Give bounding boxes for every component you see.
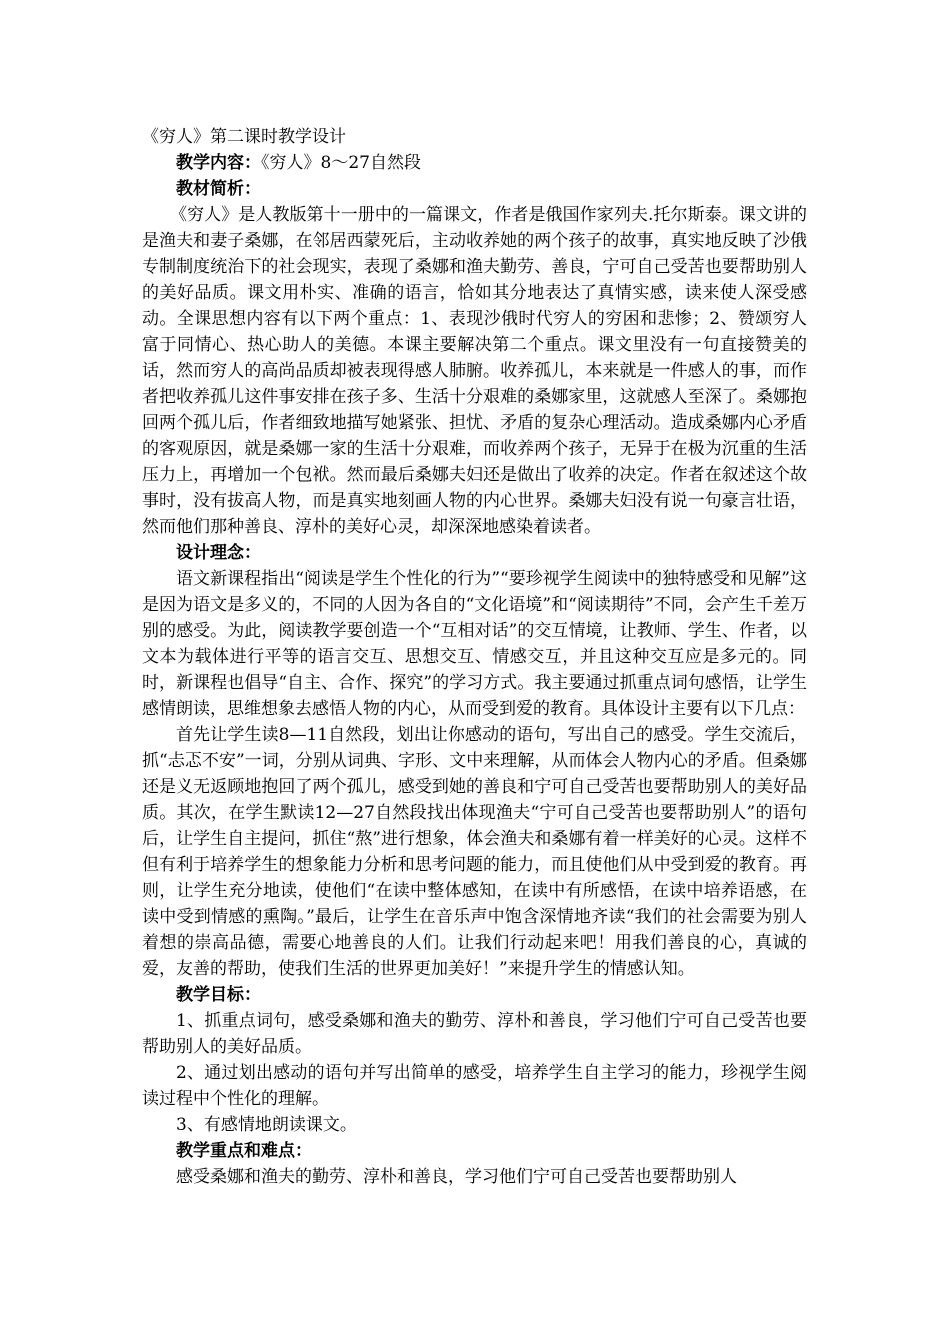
concept-heading: 设计理念： bbox=[176, 543, 261, 563]
keypoints-paragraph: 感受桑娜和渔夫的勤劳、淳朴和善良，学习他们宁可自己受苦也要帮助别人 bbox=[176, 1167, 737, 1187]
document-title: 《穷人》第二课时教学设计 bbox=[142, 127, 346, 147]
goal-item-3: 3、有感情地朗读课文。 bbox=[176, 1115, 357, 1135]
goal-item-1: 1、抓重点词句，感受桑娜和渔夫的勤劳、淳朴和善良，学习他们宁可自己受苦也要帮助别人的美好品质。 bbox=[142, 1011, 807, 1057]
keypoints-heading: 教学重点和难点： bbox=[176, 1141, 312, 1161]
analysis-heading: 教材简析： bbox=[176, 179, 261, 199]
concept-paragraph-1: 语文新课程指出“阅读是学生个性化的行为”“要珍视学生阅读中的独特感受和见解”这是因为语文是多义的，不同的人因为各自的“文化语境”和“阅读期待”不同，会产生千差万别的感受。为此，阅读教学要创造一个“互相对话”的交互情境，让教师、学生、作者，以文本为载体进行平等的语言交互、思想交互、情感交互，并且这种交互应是多元的。同时，新课程也倡导“自主、合作、探究”的学习方式。我主要通过抓重点词句感悟，让学生感情朗读，思维想象去感悟人物的内心，从而受到爱的教育。具体设计主要有以下几点： bbox=[142, 569, 807, 719]
document-page bbox=[142, 124, 807, 1190]
content-value: 《穷人》8～27自然段 bbox=[261, 153, 421, 173]
goal-item-2: 2、通过划出感动的语句并写出简单的感受，培养学生自主学习的能力，珍视学生阅读过程中个性化的理解。 bbox=[142, 1063, 807, 1109]
content-label: 教学内容： bbox=[176, 153, 261, 173]
analysis-paragraph: 《穷人》是人教版第十一册中的一篇课文，作者是俄国作家列夫.托尔斯泰。课文讲的是渔夫和妻子桑娜，在邻居西蒙死后，主动收养她的两个孩子的故事，真实地反映了沙俄专制制度统治下的社会现实，表现了桑娜和渔夫勤劳、善良，宁可自己受苦也要帮助别人的美好品质。课文用朴实、准确的语言，恰如其分地表达了真情实感，读来使人深受感动。全课思想内容有以下两个重点：1、表现沙俄时代穷人的穷困和悲惨；2、赞颂穷人富于同情心、热心助人的美德。本课主要解决第二个重点。课文里没有一句直接赞美的话，然而穷人的高尚品质却被表现得感人肺腑。收养孤儿，本来就是一件感人的事，而作者把收养孤儿这件事安排在孩子多、生活十分艰难的桑娜家里，这就感人至深了。桑娜抱回两个孤儿后，作者细致地描写她紧张、担忧、矛盾的复杂心理活动。造成桑娜内心矛盾的客观原因，就是桑娜一家的生活十分艰难，而收养两个孩子，无异于在极为沉重的生活压力上，再增加一个包袱。然而最后桑娜夫妇还是做出了收养的决定。作者在叙述这个故事时，没有拔高人物，而是真实地刻画人物的内心世界。桑娜夫妇没有说一句豪言壮语，然而他们那种善良、淳朴的美好心灵，却深深地感染着读者。 bbox=[142, 205, 807, 537]
goals-heading: 教学目标： bbox=[176, 985, 261, 1005]
content-line bbox=[142, 150, 807, 176]
concept-paragraph-2: 首先让学生读8—11自然段，划出让你感动的语句，写出自己的感受。学生交流后，抓“忐忑不安”一词，分别从词典、字形、文中来理解，从而体会人物内心的矛盾。但桑娜还是义无返顾地抱回了两个孤儿，感受到她的善良和宁可自己受苦也要帮助别人的美好品质。其次，在学生默读12—27自然段找出体现渔夫“宁可自己受苦也要帮助别人”的语句后，让学生自主提问，抓住“熬”进行想象，体会渔夫和桑娜有着一样美好的心灵。这样不但有利于培养学生的想象能力分析和思考问题的能力，而且使他们从中受到爱的教育。再则，让学生充分地读，使他们“在读中整体感知，在读中有所感悟，在读中培养语感，在读中受到情感的熏陶。”最后，让学生在音乐声中饱含深情地齐读“我们的社会需要为别人着想的崇高品德，需要心地善良的人们。让我们行动起来吧！用我们善良的心，真诚的爱，友善的帮助，使我们生活的世界更加美好！”来提升学生的情感认知。 bbox=[142, 725, 807, 979]
